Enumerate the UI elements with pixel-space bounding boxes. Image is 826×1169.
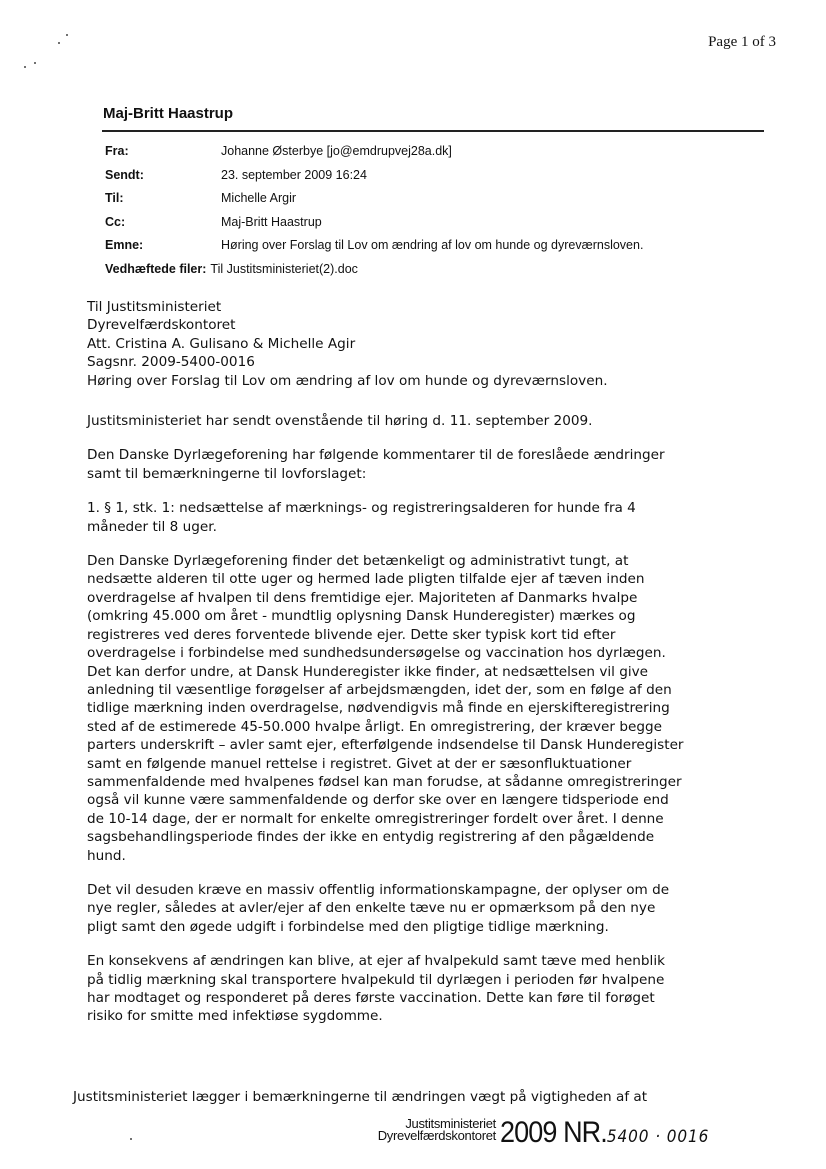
- body-paragraph: [87, 499, 787, 536]
- header-label: Til:: [105, 191, 124, 205]
- header-label: Fra:: [105, 144, 129, 158]
- paragraph-line: Det kan derfor undre, at Dansk Hunderegister ikke finder, at nedsættelsen vil give: [87, 663, 649, 680]
- body-paragraph: [87, 952, 787, 1026]
- header-value: Michelle Argir: [221, 191, 297, 205]
- attachment-link[interactable]: Til Justitsministeriet(2).doc: [210, 261, 358, 276]
- page-number: Page 1 of 3: [708, 34, 776, 50]
- continuation-line: Justitsministeriet lægger i bemærkningerne til ændringen vægt på vigtigheden af at: [73, 1089, 648, 1105]
- header-cc: [105, 215, 643, 239]
- address-line: Høring over Forslag til Lov om ændring af lov om hunde og dyreværnsloven.: [87, 372, 608, 389]
- paragraph-line: 1. § 1, stk. 1: nedsættelse af mærknings- og registreringsalderen for hunde fra 4: [87, 500, 636, 517]
- paragraphs: [87, 412, 787, 1026]
- paragraph-line: overdragelse i forbindelse med sundhedsundersøgelse og vaccination hos dyrlægen.: [87, 645, 666, 662]
- letter-body: [87, 298, 787, 1042]
- body-paragraph: [87, 412, 787, 430]
- address-line: Dyrevelfærdskontoret: [87, 317, 236, 334]
- header-to: [105, 191, 643, 215]
- header-from: [105, 144, 643, 168]
- header-value: 23. september 2009 16:24: [221, 167, 367, 182]
- paragraph-line: måneder til 8 uger.: [87, 518, 217, 535]
- paragraph-line: pligt samt den øgede udgift i forbindelse med den pligtige tidlige mærkning.: [87, 918, 609, 935]
- paragraph-line: tidlige mærkning inden overdragelse, nødvendigvis må finde en ejerskifteregistrering: [87, 700, 670, 717]
- scan-speck: [130, 1138, 132, 1140]
- header-subject: [105, 238, 643, 262]
- paragraph-line: på tidlig mærkning skal transportere hvalpekuld til dyrlægen i perioden før hvalpene: [87, 971, 665, 988]
- body-paragraph: [87, 881, 787, 936]
- paragraph-line: hund.: [87, 847, 126, 864]
- stamp-office-line: Justitsministeriet: [405, 1116, 496, 1131]
- stamp-case-number: 5400 · 0016: [606, 1127, 710, 1147]
- header-label: Cc:: [105, 214, 126, 229]
- paragraph-line: risiko for smitte med infektiøse sygdomme.: [87, 1008, 383, 1025]
- address-line: Til Justitsministeriet: [87, 299, 222, 315]
- paragraph-line: Den Danske Dyrlægeforening finder det betænkeligt og administrativt tungt, at: [87, 553, 629, 570]
- address-line: Sagsnr. 2009-5400-0016: [87, 354, 255, 371]
- stamp-office-line: Dyrevelfærdskontoret: [377, 1128, 496, 1143]
- header-divider: [102, 130, 764, 132]
- scan-speck: [66, 34, 68, 36]
- paragraph-line: sagsbehandlingsperiode findes der ikke en entydig registrering af den pågældende: [87, 829, 655, 846]
- paragraph-line: (omkring 45.000 om året - mundtlig oplysning Dansk Hunderegister) mærkes og: [87, 608, 636, 625]
- scan-speck: [34, 62, 36, 64]
- header-label: Sendt:: [105, 167, 144, 182]
- paragraph-line: nedsætte alderen til otte uger og hermed lade pligten tilfalde ejer af tæven inden: [87, 571, 645, 588]
- paragraph-line: registreres ved deres forventede blivende ejer. Dette sker typisk kort tid efter: [87, 626, 616, 643]
- paragraph-line: overdragelse af hvalpen til dens fremtidige ejer. Majoriteten af Danmarks hvalpe: [87, 589, 638, 606]
- paragraph-line: nye regler, således at avler/ejer af den enkelte tæve nu er opmærksom på den nye: [87, 900, 656, 917]
- header-value: Maj-Britt Haastrup: [221, 214, 322, 229]
- header-label: Vedhæftede filer:: [105, 261, 207, 276]
- address-block: [87, 298, 787, 390]
- address-line: Att. Cristina A. Gulisano & Michelle Agir: [87, 335, 356, 352]
- paragraph-line: samt til bemærkningerne til lovforslaget:: [87, 465, 367, 482]
- sender-name: Maj-Britt Haastrup: [103, 105, 234, 122]
- stamp-office: [366, 1118, 496, 1142]
- paragraph-line: parters underskrift – avler samt ejer, efterfølgende indsendelse til Dansk Hunderegister: [87, 737, 684, 754]
- body-paragraph: [87, 552, 787, 865]
- paragraph-line: Det vil desuden kræve en massiv offentlig informationskampagne, der oplyser om de: [87, 881, 670, 898]
- paragraph-line: sted af de estimerede 45-50.000 hvalpe årligt. En omregistrering, der kræver begge: [87, 718, 662, 735]
- paragraph-line: har modtaget og responderet på deres første vaccination. Dette kan føre til forøget: [87, 990, 655, 1006]
- header-sent: [105, 168, 643, 192]
- paragraph-line: også vil kunne være sammenfaldende og derfor ske over en længere tidsperiode end: [87, 792, 669, 809]
- header-label: Emne:: [105, 238, 144, 252]
- stamp-nr: NR.: [563, 1116, 607, 1149]
- paragraph-line: Justitsministeriet har sendt ovenstående til høring d. 11. september 2009.: [87, 413, 593, 430]
- paragraph-line: de 10-14 dage, der er normalt for enkelte omregistreringer fordelt over året. I denne: [87, 810, 664, 827]
- header-value: Høring over Forslag til Lov om ændring af lov om hunde og dyreværnsloven.: [221, 238, 644, 252]
- email-headers: [105, 144, 643, 285]
- scan-speck: [24, 66, 26, 68]
- stamp-number: [500, 1116, 709, 1150]
- paragraph-line: sammenfaldende med hvalpenes fødsel kan man forudse, at sådanne omregistreringer: [87, 773, 682, 790]
- body-paragraph: [87, 446, 787, 483]
- header-attachments: [105, 262, 643, 286]
- paragraph-line: Den Danske Dyrlægeforening har følgende kommentarer til de foreslåede ændringer: [87, 447, 665, 464]
- paragraph-line: samt en følgende manuel rettelse i registret. Givet at der er sæsonfluktuationer: [87, 755, 632, 772]
- paragraph-line: anledning til væsentlige forøgelser af arbejdsmængden, idet der, som en følge af den: [87, 681, 672, 698]
- stamp-year: 2009: [500, 1116, 557, 1149]
- paragraph-line: En konsekvens af ændringen kan blive, at ejer af hvalpekuld samt tæve med henblik: [87, 953, 665, 970]
- scan-speck: [58, 42, 60, 44]
- header-value: Johanne Østerbye [jo@emdrupvej28a.dk]: [221, 144, 452, 158]
